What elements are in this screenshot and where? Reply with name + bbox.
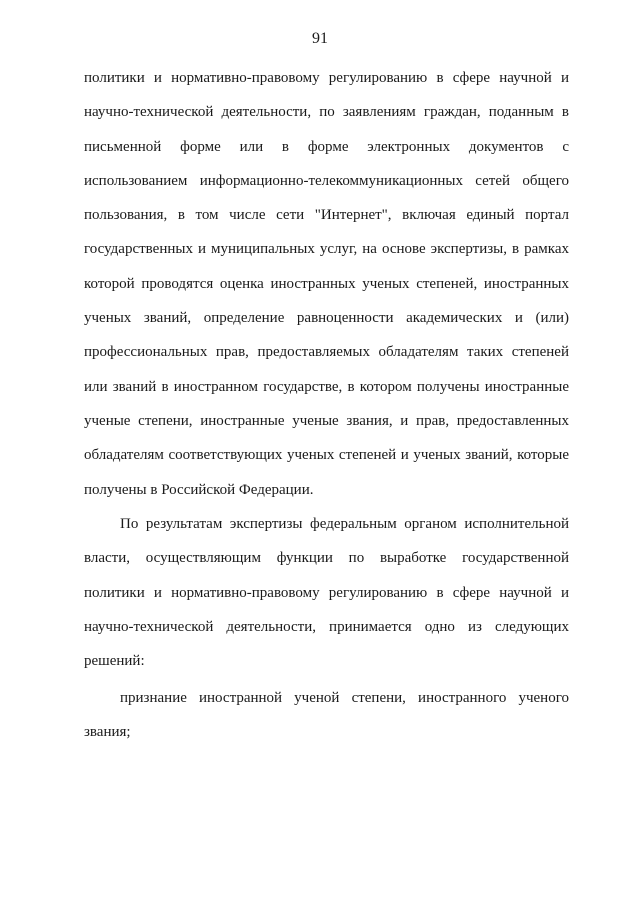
- text-line: использованием информационно-телекоммуникационных сетей общего: [84, 172, 569, 189]
- text-line: По результатам экспертизы федеральным органом исполнительной: [120, 516, 569, 532]
- text-line: или званий в иностранном государстве, в котором получены иностранные: [84, 378, 569, 395]
- text-line: письменной форме или в форме электронных документов с: [84, 138, 569, 155]
- text-line: политики и нормативно-правовому регулированию в сфере научной и: [84, 584, 569, 601]
- text-line: которой проводятся оценка иностранных ученых степеней, иностранных: [84, 275, 569, 292]
- text-line: власти, осуществляющим функции по выработке государственной: [84, 550, 569, 567]
- text-line: ученые степени, иностранные ученые звания, и прав, предоставленных: [84, 412, 569, 429]
- text-line: звания;: [84, 724, 131, 741]
- paragraph-continuation: [84, 61, 569, 507]
- text-line: решений:: [84, 653, 145, 670]
- text-line: государственных и муниципальных услуг, на основе экспертизы, в рамках: [84, 241, 569, 258]
- text-line: научно-технической деятельности, принимается одно из следующих: [84, 618, 569, 635]
- paragraph-recognition: [84, 681, 569, 750]
- text-line: обладателям соответствующих ученых степеней и ученых званий, которые: [84, 447, 569, 464]
- text-line: получены в Российской Федерации.: [84, 481, 314, 498]
- text-line: признание иностранной ученой степени, иностранного ученого: [120, 690, 569, 706]
- text-line: научно-технической деятельности, по заявлениям граждан, поданным в: [84, 104, 569, 121]
- text-line: профессиональных прав, предоставляемых обладателям таких степеней: [84, 344, 569, 361]
- text-line: ученых званий, определение равноценности академических и (или): [84, 310, 569, 327]
- text-line: пользования, в том числе сети "Интернет", включая единый портал: [84, 207, 569, 224]
- text-line: политики и нормативно-правовому регулированию в сфере научной и: [84, 70, 569, 86]
- page-number: 91: [312, 30, 328, 47]
- paragraph-expertise-results: [84, 507, 569, 678]
